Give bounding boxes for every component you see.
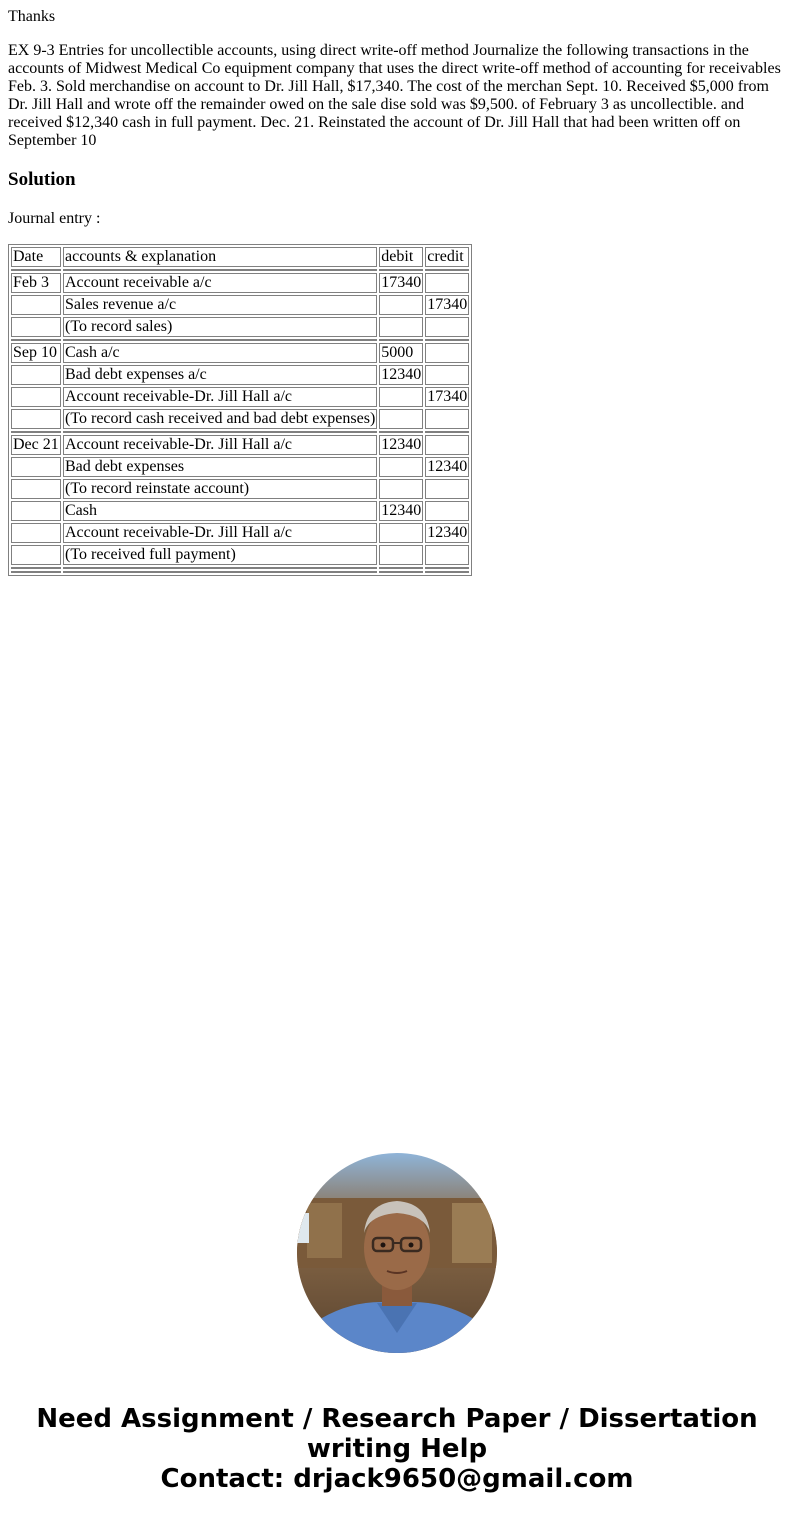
- author-photo: [297, 1153, 497, 1353]
- header-credit: credit: [425, 247, 469, 267]
- cell-date: Feb 3: [11, 273, 61, 293]
- separator-cell: [379, 571, 423, 573]
- journal-row: [11, 457, 469, 477]
- cell-account: (To record reinstate account): [63, 479, 377, 499]
- journal-row: [11, 273, 469, 293]
- cell-account: (To received full payment): [63, 545, 377, 565]
- solution-heading: Solution: [8, 169, 76, 190]
- cell-date: [11, 545, 61, 565]
- cell-debit: 17340: [381, 274, 422, 291]
- cell-account: (To record cash received and bad debt expenses): [65, 410, 376, 427]
- cell-date: [11, 523, 61, 543]
- cell-credit: 17340: [427, 388, 468, 405]
- journal-row: [11, 501, 469, 521]
- cell-date: Sep 10: [11, 343, 61, 363]
- cell-debit: 5000: [379, 343, 423, 363]
- separator-row: [11, 571, 469, 573]
- cell-account: Account receivable-Dr. Jill Hall a/c: [63, 523, 377, 543]
- header-date: Date: [11, 247, 61, 267]
- cell-credit: 17340: [427, 296, 468, 313]
- cell-credit: 12340: [427, 458, 468, 475]
- journal-row: [11, 435, 469, 455]
- cell-credit: 12340: [427, 524, 468, 541]
- cell-credit: [425, 343, 469, 363]
- cell-account: Sales revenue a/c: [63, 295, 377, 315]
- page-content: [8, 8, 786, 576]
- cell-date: [11, 457, 61, 477]
- cell-debit: [379, 295, 423, 315]
- separator-cell: [63, 339, 377, 341]
- cell-date: [11, 387, 61, 407]
- question-text: EX 9-3 Entries for uncollectible accounts, using direct write-off method Journalize the following transactions in the accounts of Midwest Medical Co equipment company that uses the direct write-off method of accounting for receivables Feb. 3. Sold merchandise on account to Dr. Jill Hall, $17,340. The cost of the merchan Sept. 10. Received $5,000 from Dr. Jill Hall and wrote off the remainder owed on the sale dise sold was $9,500. of February 3 as uncollectible. and received $12,340 cash in full payment. Dec. 21. Reinstated the account of Dr. Jill Hall that had been written off on September 10: [8, 42, 781, 149]
- cell-credit: [425, 365, 469, 385]
- cell-account: Bad debt expenses a/c: [63, 365, 377, 385]
- cell-debit: [379, 479, 423, 499]
- separator-cell: [425, 269, 469, 271]
- separator-row: [11, 269, 469, 271]
- separator-row: [11, 431, 469, 433]
- cell-account: Cash a/c: [63, 343, 377, 363]
- journal-row: [11, 523, 469, 543]
- journal-table: [8, 244, 472, 576]
- separator-cell: [425, 431, 469, 433]
- separator-cell: [379, 269, 423, 271]
- separator-cell: [425, 567, 469, 569]
- cell-account: Account receivable-Dr. Jill Hall a/c: [63, 387, 377, 407]
- separator-cell: [425, 339, 469, 341]
- journal-row: [11, 343, 469, 363]
- journal-row: [11, 295, 469, 315]
- separator-row: [11, 339, 469, 341]
- separator-cell: [425, 571, 469, 573]
- separator-cell: [63, 269, 377, 271]
- cell-debit: [379, 523, 423, 543]
- cell-account: Bad debt expenses: [63, 457, 377, 477]
- separator-cell: [63, 567, 377, 569]
- separator-cell: [379, 339, 423, 341]
- cell-credit: [425, 435, 469, 455]
- cell-debit: 12340: [381, 436, 422, 453]
- cell-credit: [425, 545, 469, 565]
- separator-cell: [379, 431, 423, 433]
- cell-credit: [425, 317, 469, 337]
- thanks-text: Thanks: [8, 8, 56, 25]
- journal-entry-label: Journal entry :: [8, 210, 101, 227]
- separator-cell: [11, 567, 61, 569]
- promo-contact[interactable]: Contact: drjack9650@gmail.com: [160, 1464, 634, 1494]
- cell-credit: [425, 501, 469, 521]
- cell-credit: [425, 409, 469, 429]
- journal-header-row: [11, 247, 469, 267]
- cell-debit: 12340: [381, 502, 422, 519]
- cell-date: [11, 295, 61, 315]
- header-accounts: accounts & explanation: [63, 247, 377, 267]
- cell-date: [11, 317, 61, 337]
- header-debit: debit: [379, 247, 423, 267]
- promo-line-2: writing Help: [306, 1434, 488, 1464]
- separator-cell: [63, 571, 377, 573]
- separator-cell: [11, 269, 61, 271]
- cell-debit: 12340: [381, 366, 422, 383]
- journal-row: [11, 409, 469, 429]
- journal-row: [11, 479, 469, 499]
- cell-account: (To record sales): [63, 317, 377, 337]
- cell-debit: [379, 387, 423, 407]
- cell-date: [11, 409, 61, 429]
- separator-cell: [11, 571, 61, 573]
- journal-row: [11, 545, 469, 565]
- separator-cell: [379, 567, 423, 569]
- cell-account: Cash: [63, 501, 377, 521]
- cell-account: Account receivable a/c: [63, 273, 377, 293]
- cell-date: [11, 501, 61, 521]
- journal-row: [11, 365, 469, 385]
- separator-cell: [11, 431, 61, 433]
- separator-cell: [63, 431, 377, 433]
- cell-date: [11, 365, 61, 385]
- promo-banner: [0, 1404, 794, 1494]
- cell-credit: [425, 273, 469, 293]
- cell-date: [11, 479, 61, 499]
- promo-line-1: Need Assignment / Research Paper / Dissertation: [36, 1404, 758, 1434]
- separator-cell: [11, 339, 61, 341]
- journal-row: [11, 387, 469, 407]
- cell-debit: [379, 457, 423, 477]
- journal-row: [11, 317, 469, 337]
- cell-account: Account receivable-Dr. Jill Hall a/c: [63, 435, 377, 455]
- cell-date: Dec 21: [11, 435, 61, 455]
- separator-row: [11, 567, 469, 569]
- cell-debit: [379, 317, 423, 337]
- cell-credit: [425, 479, 469, 499]
- cell-debit: [379, 409, 423, 429]
- cell-debit: [379, 545, 423, 565]
